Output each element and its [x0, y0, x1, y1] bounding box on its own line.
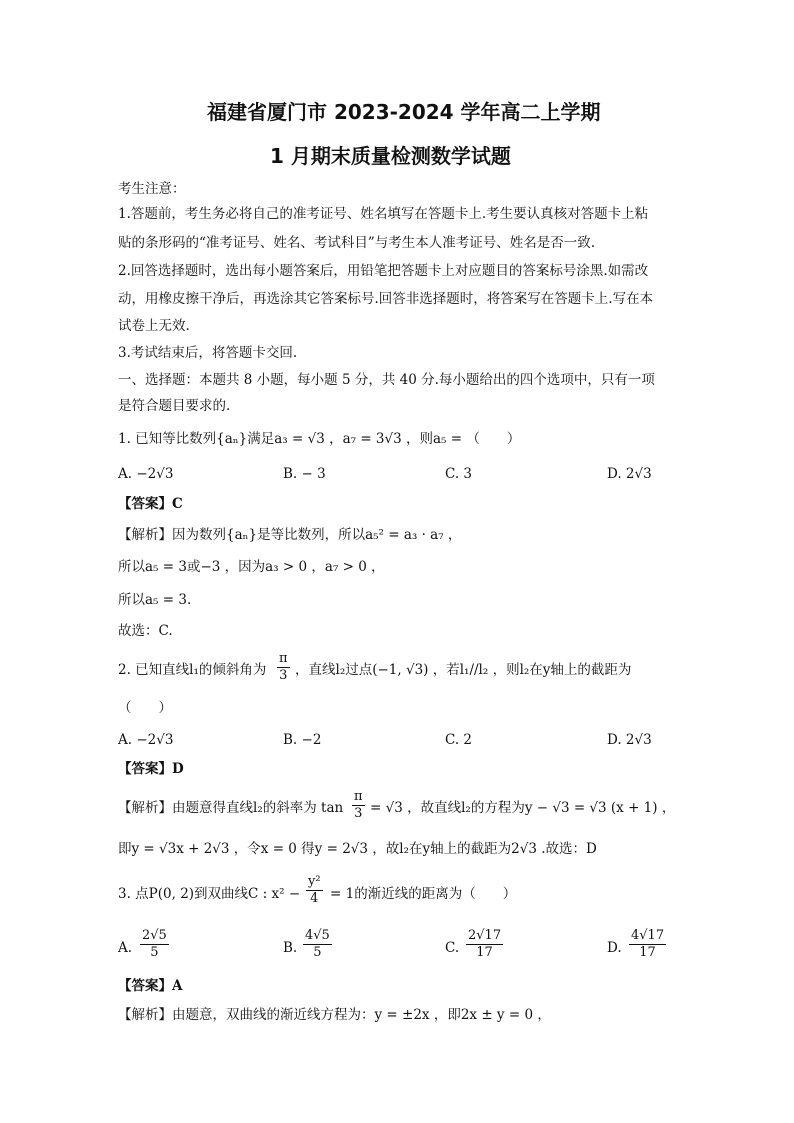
fraction-denominator: 3: [279, 668, 288, 683]
q3-option-b-label: B.: [283, 940, 298, 956]
title-line-2: 1 月期末质量检测数学试题: [270, 144, 511, 168]
q1-option-a: A. −2√3: [118, 466, 174, 482]
q2-answer: 【答案】D: [118, 761, 184, 777]
q3-option-d-fraction: [629, 928, 666, 961]
fraction-denominator: 5: [313, 945, 322, 960]
q3-option-b-fraction: [303, 928, 332, 961]
q1-analysis-line: 所以a₅ = 3.: [118, 592, 192, 608]
fraction-numerator: 4√17: [631, 928, 665, 943]
q2-option-d: D. 2√3: [607, 732, 652, 748]
q1-option-b: B. − 3: [283, 466, 326, 482]
q3-option-a-label: A.: [118, 940, 133, 956]
q2-option-c: C. 2: [445, 732, 473, 748]
q2-option-b: B. −2: [283, 732, 322, 748]
q1-analysis-line: 故选：C.: [118, 623, 173, 639]
q2-fraction: [277, 651, 290, 684]
q3-option-a-fraction: [140, 928, 169, 961]
q3-option-d-label: D.: [607, 940, 622, 956]
title-line-1: 福建省厦门市 2023-2024 学年高二上学期: [207, 100, 601, 124]
notice-heading: 考生注意：: [118, 181, 186, 197]
q3-option-c-label: C.: [445, 940, 460, 956]
notice-line: 2.回答选择题时，选出每小题答案后，用铅笔把答题卡上对应题目的答案标号涂黑.如需改: [118, 263, 649, 279]
question-2-paren: （ ）: [118, 700, 172, 716]
q3-analysis-line: 【解析】由题意，双曲线的渐近线方程为：y = ±2x ，即2x ± y = 0 ，: [118, 1007, 551, 1023]
q3-answer: 【答案】A: [118, 978, 183, 994]
notice-line: 3.考试结束后，将答题卡交回.: [118, 345, 298, 361]
section-heading: 一、选择题：本题共 8 小题，每小题 5 分，共 40 分.每小题给出的四个选项中，只有一项: [118, 372, 655, 388]
q2-analysis-line: 即y = √3x + 2√3 ，令x = 0 得y = 2√3 ，故l₂在y轴上的截距为2√3 .故选：D: [118, 841, 597, 857]
q3-fraction: [306, 874, 323, 907]
q2-analysis-fraction: [352, 789, 365, 822]
notice-line: 1.答题前，考生务必将自己的准考证号、姓名填写在答题卡上.考生要认真核对答题卡上粘: [118, 206, 649, 222]
q3-option-c-fraction: [466, 928, 503, 961]
section-heading: 是符合题目要求的.: [118, 398, 231, 414]
notice-line: 贴的条形码的“准考证号、姓名、考试科目”与考生本人准考证号、姓名是否一致.: [118, 235, 596, 251]
question-3-stem-part: 3. 点P(0, 2)到双曲线C : x² −: [118, 886, 301, 902]
fraction-denominator: 4: [310, 891, 319, 906]
fraction-numerator: 4√5: [305, 928, 330, 943]
question-2-stem-part: 2. 已知直线l₁的倾斜角为: [118, 662, 267, 678]
fraction-denominator: 5: [150, 945, 159, 960]
fraction-denominator: 17: [639, 945, 656, 960]
q1-analysis-line: 所以a₅ = 3或−3 ，因为a₃ > 0 ，a₇ > 0 ，: [118, 559, 385, 575]
fraction-denominator: 3: [354, 806, 363, 821]
question-2-stem-part: ，直线l₂过点(−1, √3) ，若l₁//l₂ ，则l₂在y轴上的截距为: [295, 662, 632, 678]
q1-option-d: D. 2√3: [607, 466, 652, 482]
q2-analysis-part: 【解析】由题意得直线l₂的斜率为 tan: [118, 800, 344, 816]
q2-option-a: A. −2√3: [118, 732, 174, 748]
fraction-numerator: π: [279, 651, 288, 666]
fraction-numerator: y²: [308, 874, 321, 889]
q1-answer: 【答案】C: [118, 496, 183, 512]
q1-analysis-line: 【解析】因为数列{aₙ}是等比数列，所以a₅² = a₃ · a₇ ，: [118, 527, 462, 543]
fraction-numerator: 2√5: [142, 928, 167, 943]
notice-line: 动，用橡皮擦干净后，再选涂其它答案标号.回答非选择题时，将答案写在答题卡上.写在本: [118, 291, 654, 307]
fraction-numerator: 2√17: [468, 928, 502, 943]
fraction-numerator: π: [354, 789, 363, 804]
q1-option-c: C. 3: [445, 466, 473, 482]
question-3-stem-part: = 1的渐近线的距离为（ ）: [330, 886, 517, 902]
question-1-stem: 1. 已知等比数列{aₙ}满足a₃ = √3 ，a₇ = 3√3 ，则a₅ = （ ）: [118, 431, 521, 447]
q2-analysis-part: = √3 ，故直线l₂的方程为y − √3 = √3 (x + 1) ，: [370, 800, 676, 816]
fraction-denominator: 17: [476, 945, 493, 960]
notice-line: 试卷上无效.: [118, 318, 190, 334]
